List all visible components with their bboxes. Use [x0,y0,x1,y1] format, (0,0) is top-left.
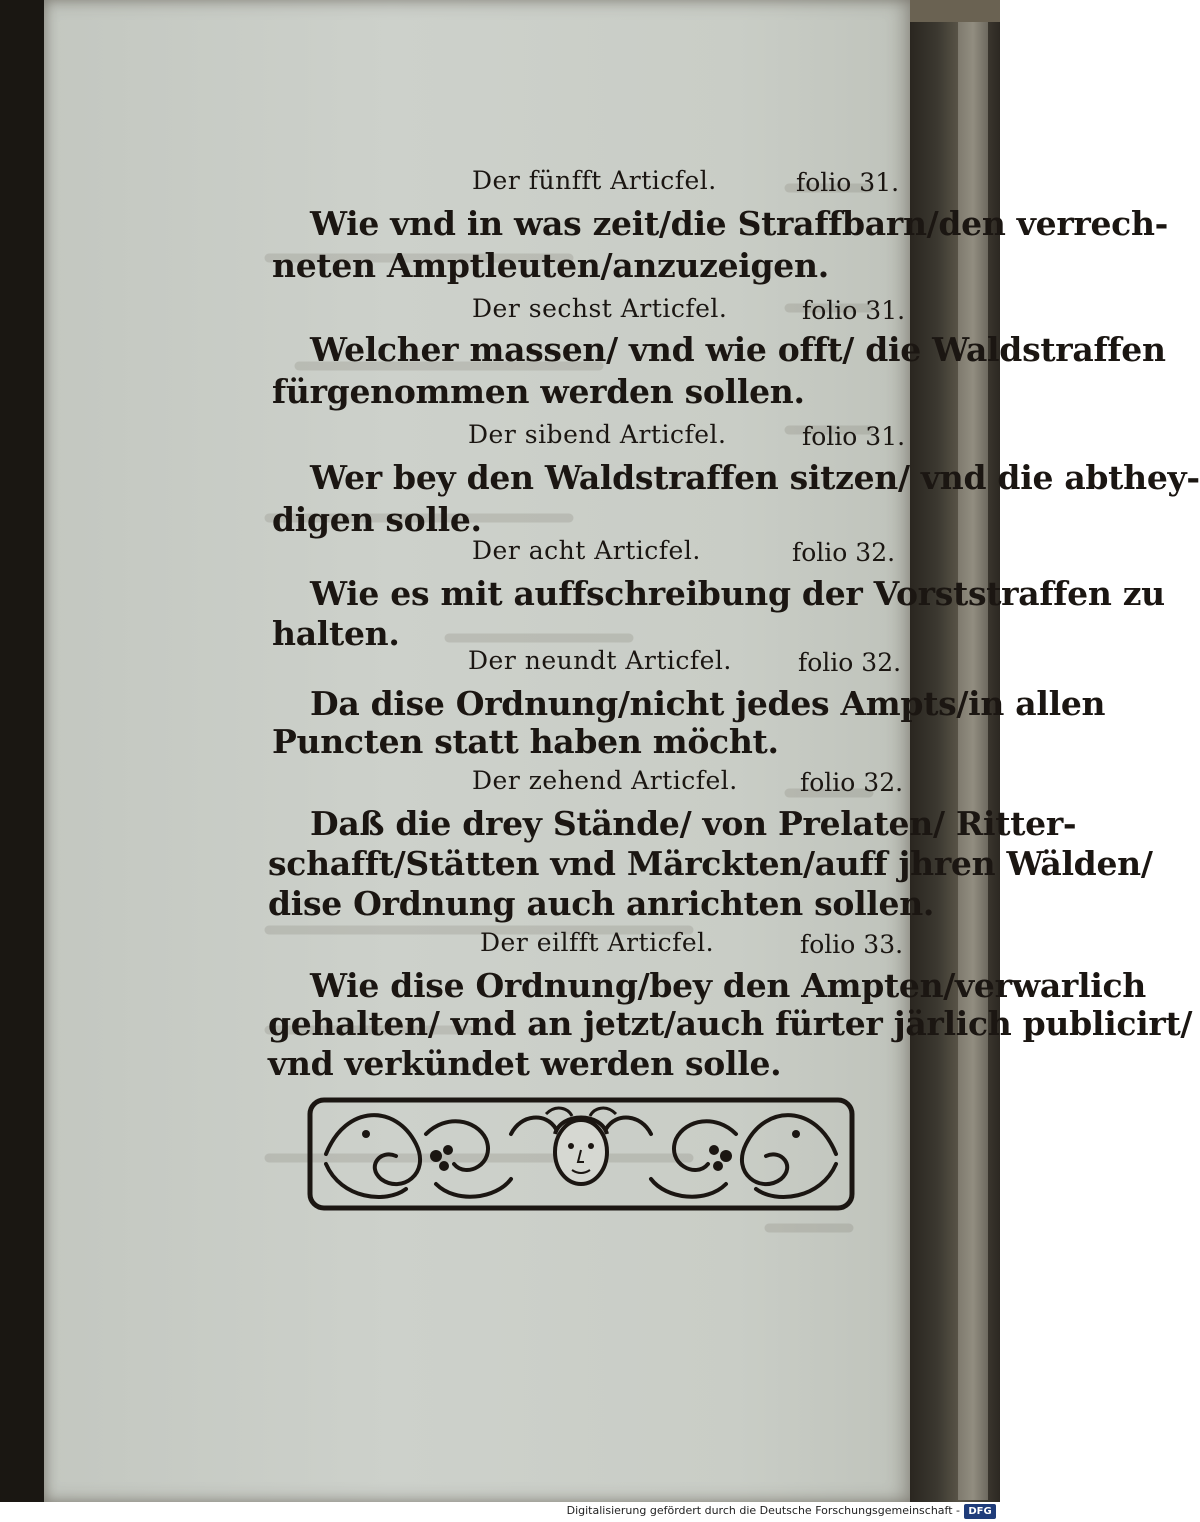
article-text-line: Wer bey den Waldstraffen sitzen/ vnd die abthey- [310,458,1200,497]
article-text-line: fürgenommen werden sollen. [272,372,805,411]
article-text-line: Wie vnd in was zeit/die Straffbarn/den verrech- [310,204,1169,243]
article-text-line: schafft/Stätten vnd Märckten/auff jhren Wälden/ [268,844,1153,883]
article-heading: Der eilfft Articfel. [480,928,715,957]
article-text-line: digen solle. [272,500,482,539]
book-page [44,0,1200,1502]
folio-reference: folio 32. [800,768,904,797]
mask-face [546,1108,616,1184]
folio-reference: folio 31. [802,422,906,451]
article-text-line: gehalten/ vnd an jetzt/auch fürter järlich publicirt/ [268,1004,1193,1043]
woodcut-ornament [306,1094,856,1214]
article-heading: Der acht Articfel. [472,536,701,565]
folio-reference: folio 32. [792,538,896,567]
article-heading: Der fünfft Articfel. [472,166,717,195]
article-text-line: Wie dise Ordnung/bey den Ampten/verwarlich [310,966,1146,1005]
article-heading: Der sibend Articfel. [468,420,727,449]
folio-reference: folio 31. [802,296,906,325]
folio-reference: folio 33. [800,930,904,959]
article-text-line: vnd verkündet werden solle. [268,1044,782,1083]
folio-reference: folio 32. [798,648,902,677]
article-text-line: Puncten statt haben möcht. [272,722,779,761]
article-heading: Der zehend Articfel. [472,766,738,795]
dfg-logo: DFG [964,1504,996,1519]
article-text-line: Welcher massen/ vnd wie offt/ die Waldstraffen [310,330,1166,369]
funding-credit: Digitalisierung gefördert durch die Deutsche Forschungsgemeinschaft - [566,1504,960,1517]
folio-reference: folio 31. [796,168,900,197]
article-text-line: neten Amptleuten/anzuzeigen. [272,246,829,285]
article-text-line: Da dise Ordnung/nicht jedes Ampts/in allen [310,684,1106,723]
article-heading: Der sechst Articfel. [472,294,728,323]
article-text-line: Wie es mit auffschreibung der Vorststraffen zu [310,574,1165,613]
article-text-line: Daß die drey Stände/ von Prelaten/ Ritter- [310,804,1077,843]
footer-bar [0,1502,1000,1522]
article-heading: Der neundt Articfel. [468,646,732,675]
article-text-line: dise Ordnung auch anrichten sollen. [268,884,935,923]
article-text-line: halten. [272,614,400,653]
